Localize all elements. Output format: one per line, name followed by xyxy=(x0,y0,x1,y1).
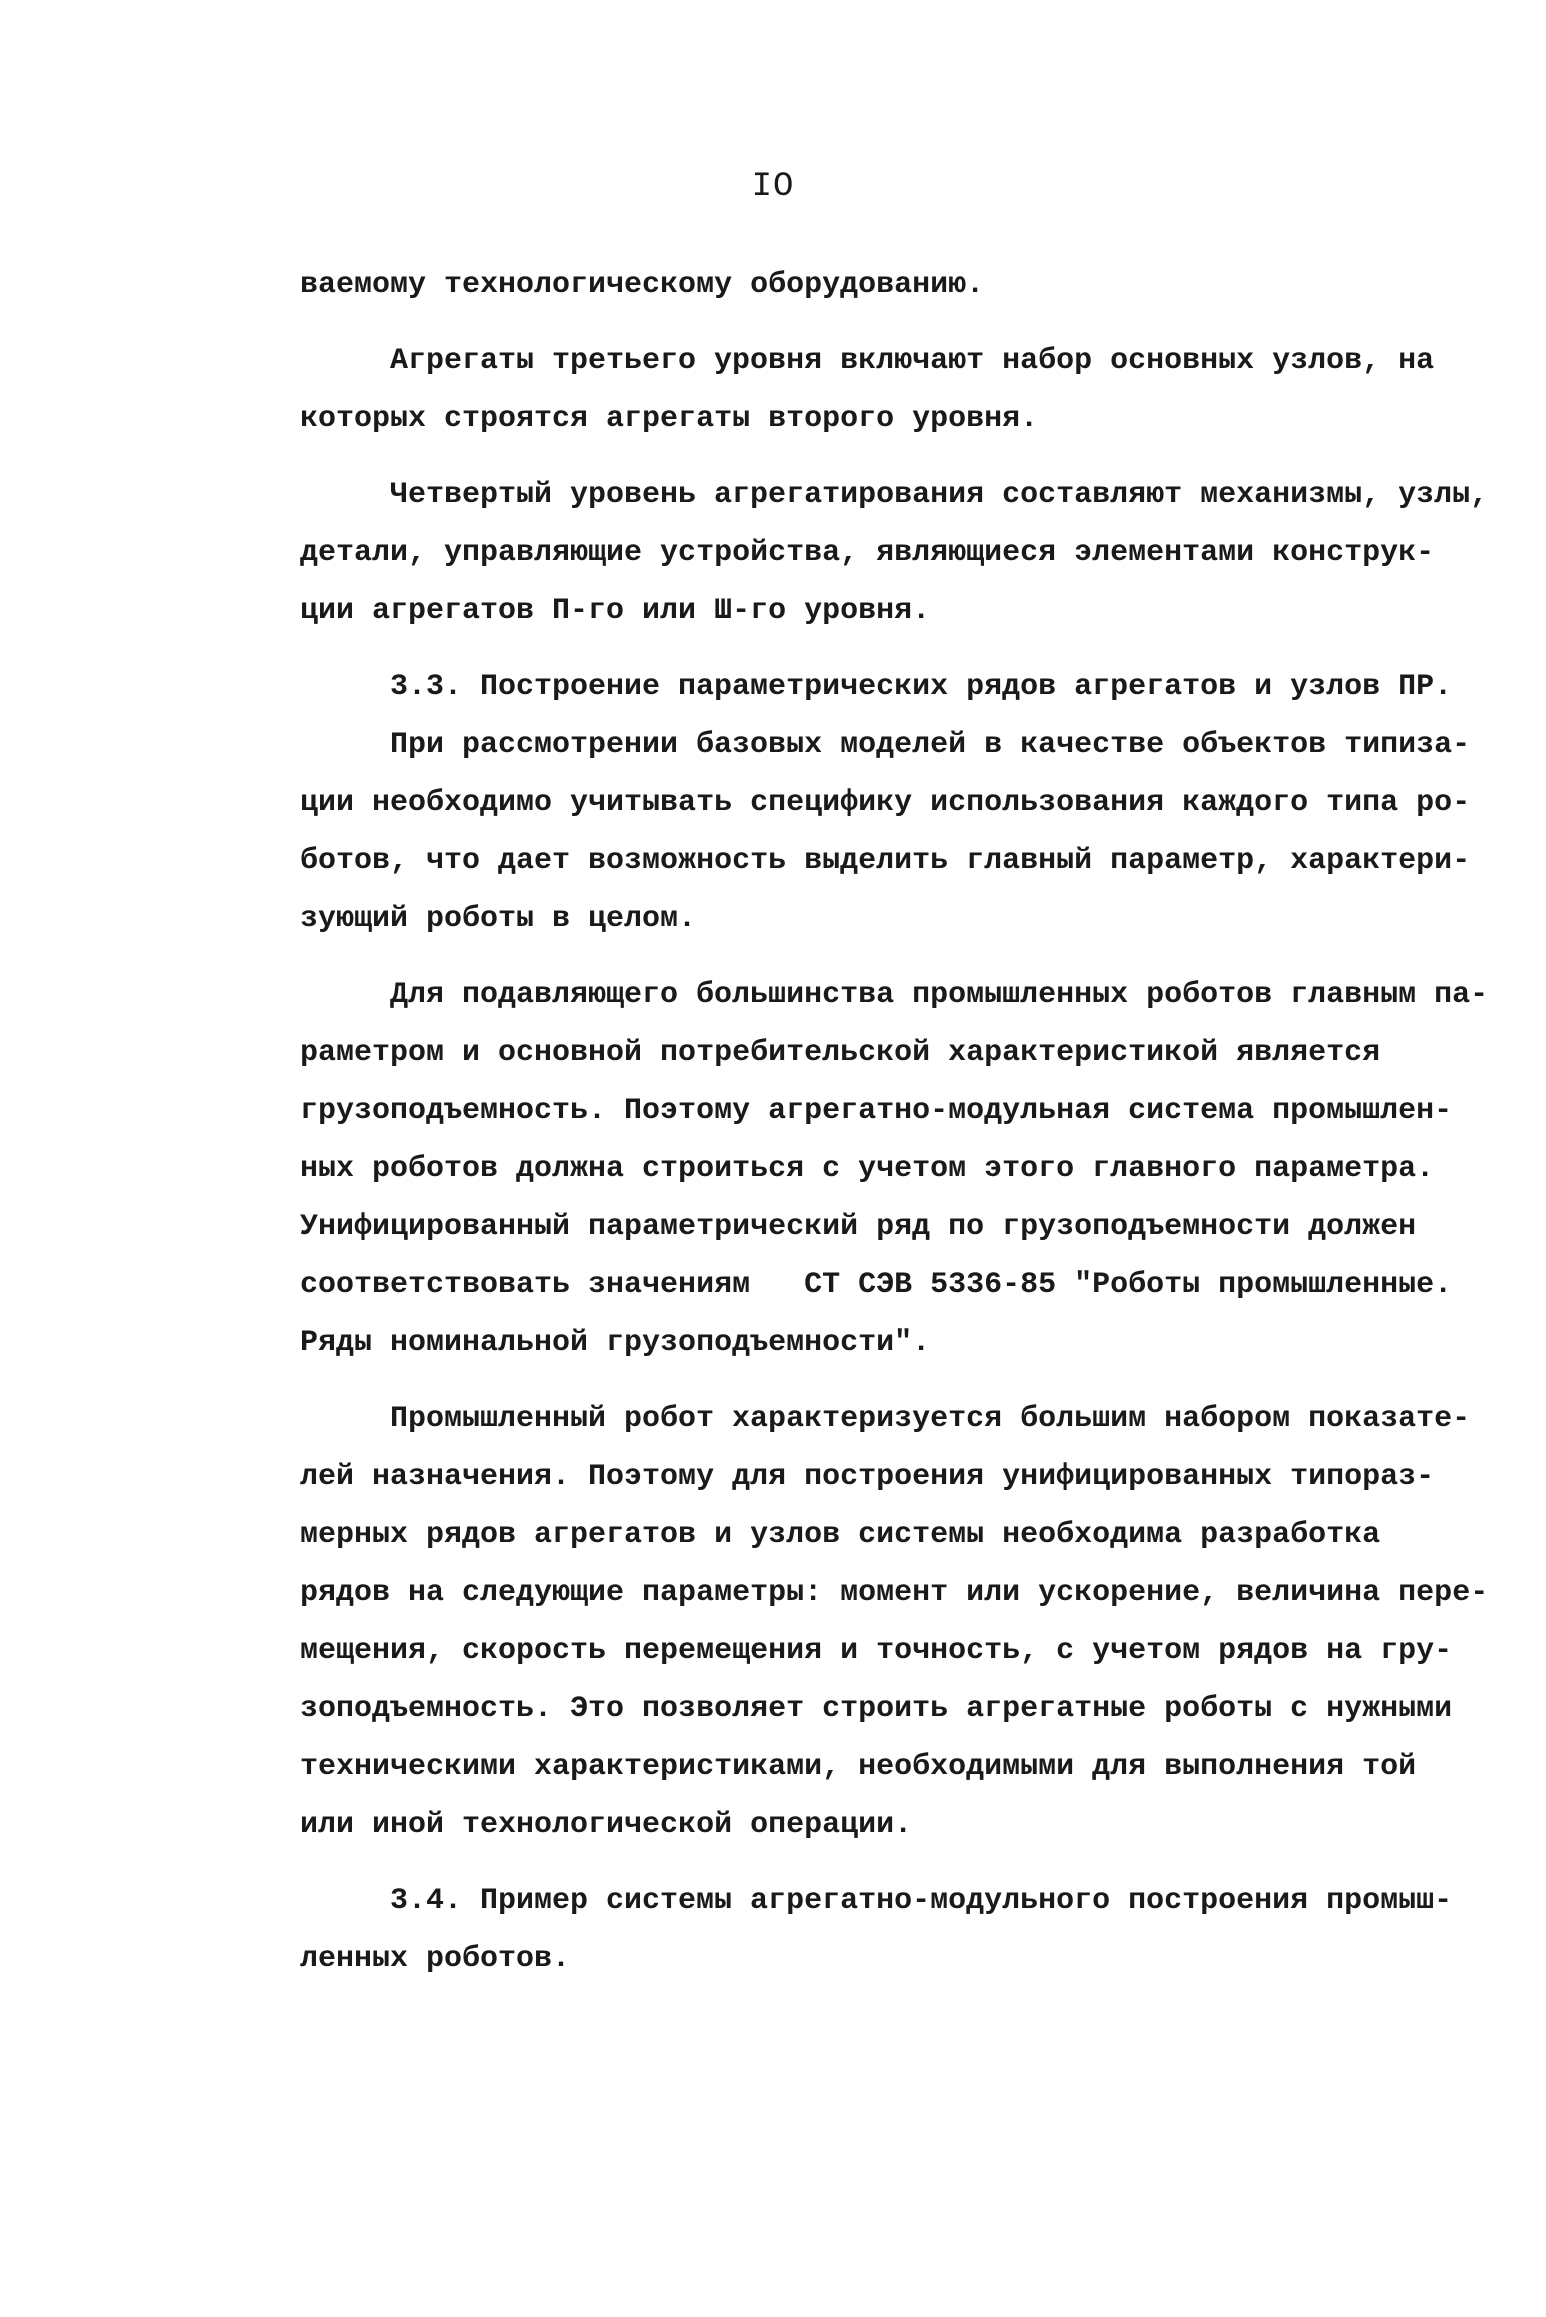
text-line: Для подавляющего большинства промышленных роботов главным па- xyxy=(390,978,1489,1012)
text-line: 3.3. Построение параметрических рядов агрегатов и узлов ПР. xyxy=(390,670,1453,704)
text-line: которых строятся агрегаты второго уровня. xyxy=(300,402,1039,436)
text-line: ваемому технологическому оборудованию. xyxy=(300,268,985,302)
text-line: соответствовать значениям СТ СЭВ 5336-85 "Роботы промышленные. xyxy=(300,1268,1453,1302)
text-line: ных роботов должна строиться с учетом этого главного параметра. xyxy=(300,1152,1435,1186)
text-line: зоподъемность. Это позволяет строить агрегатные роботы с нужными xyxy=(300,1692,1453,1726)
text-line: раметром и основной потребительской характеристикой является xyxy=(300,1036,1381,1070)
text-line: Промышленный робот характеризуется большим набором показате- xyxy=(390,1402,1471,1436)
text-line: мерных рядов агрегатов и узлов системы необходима разработка xyxy=(300,1518,1381,1552)
text-line: ции необходимо учитывать специфику использования каждого типа ро- xyxy=(300,786,1471,820)
text-line: мещения, скорость перемещения и точность, с учетом рядов на гру- xyxy=(300,1634,1453,1668)
text-line: При рассмотрении базовых моделей в качестве объектов типиза- xyxy=(390,728,1471,762)
text-line: Агрегаты третьего уровня включают набор основных узлов, на xyxy=(390,344,1435,378)
text-line: или иной технологической операции. xyxy=(300,1808,913,1842)
text-line: Четвертый уровень агрегатирования составляют механизмы, узлы, xyxy=(390,478,1489,512)
text-line: детали, управляющие устройства, являющиеся элементами конструк- xyxy=(300,536,1435,570)
text-line: рядов на следующие параметры: момент или ускорение, величина пере- xyxy=(300,1576,1489,1610)
text-line: ции агрегатов П-го или Ш-го уровня. xyxy=(300,594,931,628)
body-text xyxy=(300,256,1489,1988)
text-line: зующий роботы в целом. xyxy=(300,902,697,936)
text-line: ботов, что дает возможность выделить главный параметр, характери- xyxy=(300,844,1471,878)
text-line: Унифицированный параметрический ряд по грузоподъемности должен xyxy=(300,1210,1417,1244)
text-line: 3.4. Пример системы агрегатно-модульного построения промыш- xyxy=(390,1884,1453,1918)
text-line: лей назначения. Поэтому для построения унифицированных типораз- xyxy=(300,1460,1435,1494)
page-number: IO xyxy=(751,168,795,206)
text-line: Ряды номинальной грузоподъемности". xyxy=(300,1326,931,1360)
text-line: грузоподъемность. Поэтому агрегатно-модульная система промышлен- xyxy=(300,1094,1453,1128)
text-line: техническими характеристиками, необходимыми для выполнения той xyxy=(300,1750,1417,1784)
text-line: ленных роботов. xyxy=(300,1942,571,1976)
